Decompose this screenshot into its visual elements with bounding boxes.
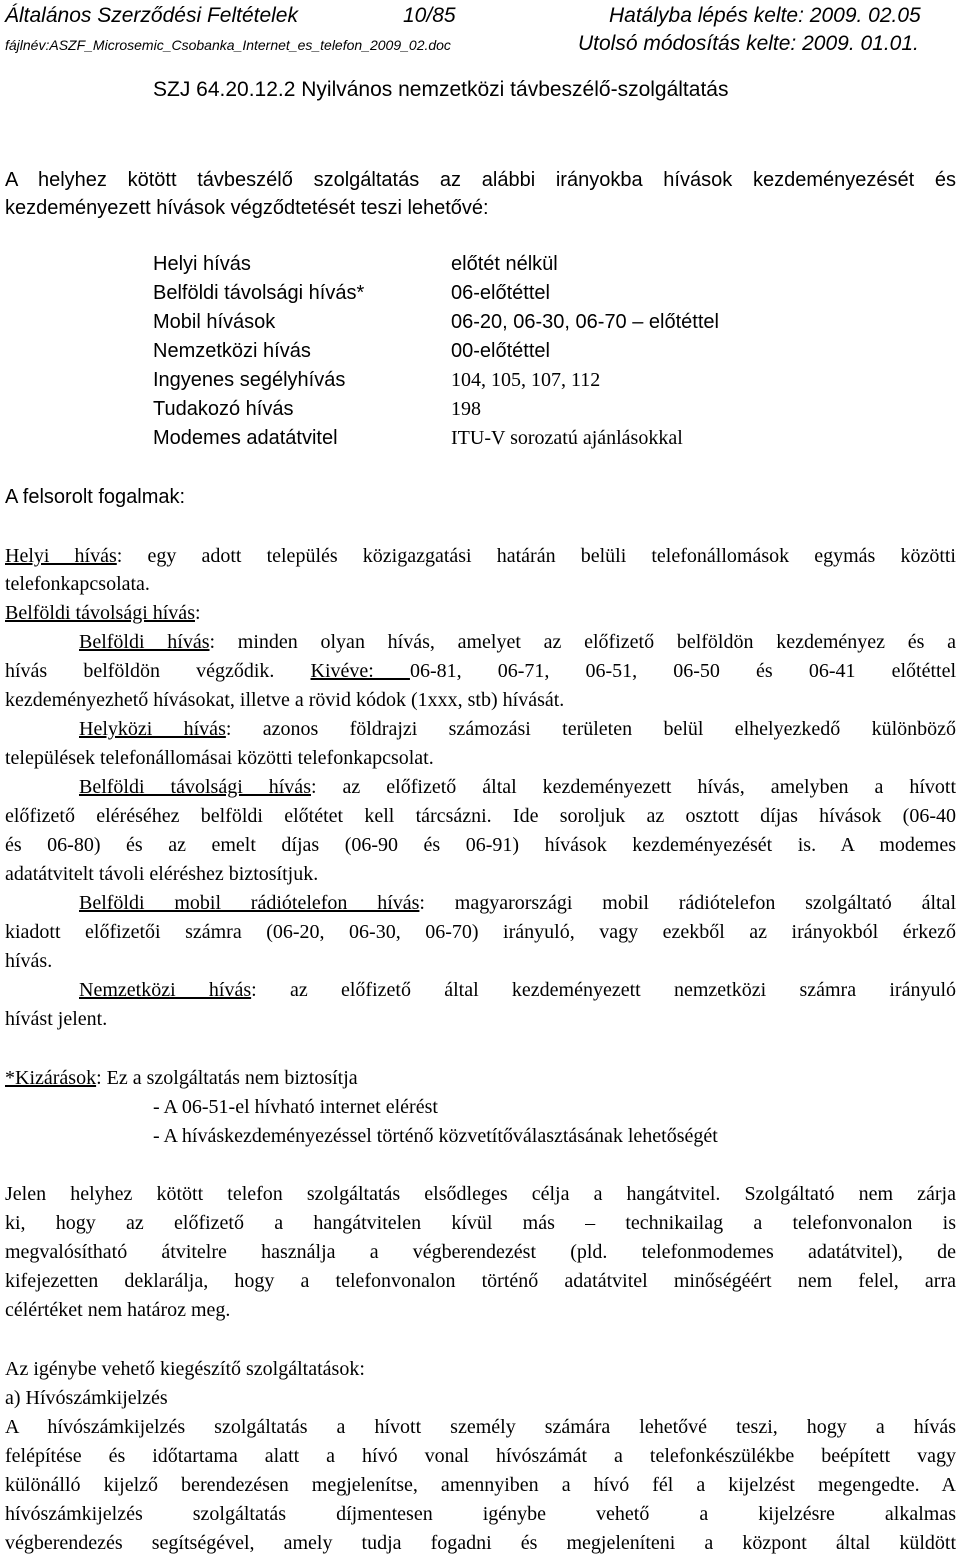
def-btav-line-1: Belföldi távolsági hívás: az előfizető által kezdeményezett hívás, amelyben a hívott	[79, 776, 956, 798]
call-type-value: 06-előtéttel	[451, 282, 550, 304]
supplementary-line-4: hívószámkijelzés szolgáltatás díjmentesen igénybe vehető a kijelzésre alkalmas	[5, 1503, 956, 1525]
term-mobil: Belföldi mobil rádiótelefon hívás	[79, 892, 420, 914]
call-type-name: Nemzetközi hívás	[153, 340, 311, 362]
call-type-name: Helyi hívás	[153, 253, 251, 275]
def-btav-line-4: adatátvitelt távoli eléréshez biztosítjuk.	[5, 863, 319, 885]
purpose-line-3: megvalósítható átvitelre használja a végberendezést (pld. telefonmodemes adatátvitel), de	[5, 1241, 956, 1263]
call-type-name: Ingyenes segélyhívás	[153, 369, 346, 391]
def-belfoldi-tav-heading: Belföldi távolsági hívás:	[5, 602, 201, 624]
supplementary-line-2: felépítése és időtartama alatt a hívó vonal hívószámát a telefonkészülékbe beépített vagy	[5, 1445, 956, 1467]
call-type-value: 06-20, 06-30, 06-70 – előtéttel	[451, 311, 719, 333]
term-kiveve: Kivéve:	[310, 660, 410, 682]
def-belfoldi-line-3: kezdeményezhető hívásokat, illetve a rövid kódok (1xxx, stb) hívását.	[5, 689, 565, 711]
file-name: fájlnév:ASZF_Microsemic_Csobanka_Internet_es_telefon_2009_02.doc	[5, 37, 451, 53]
def-helyi-line-2: telefonkapcsolata.	[5, 573, 150, 595]
supplementary-title: Az igénybe vehető kiegészítő szolgáltatások:	[5, 1358, 365, 1380]
section-title: SZJ 64.20.12.2 Nyilvános nemzetközi távbeszélő-szolgáltatás	[153, 78, 729, 101]
def-nemz-line-1: Nemzetközi hívás: az előfizető által kezdeményezett nemzetközi számra irányuló	[79, 979, 956, 1001]
term-belfoldi-tavolsagi: Belföldi távolsági hívás	[5, 602, 195, 624]
def-mobil-line-3: hívás.	[5, 950, 53, 972]
term-nemzetkozi: Nemzetközi hívás	[79, 979, 252, 1001]
term-helykozi: Helyközi hívás	[79, 718, 226, 740]
call-type-value: ITU-V sorozatú ajánlásokkal	[451, 427, 683, 449]
exclusion-item: - A 06-51-el hívható internet elérést	[153, 1096, 438, 1118]
def-btav-line-3: és 06-80) és az emelt díjas (06-90 és 06-91) hívások kezdeményezését is. A modemes	[5, 834, 956, 856]
def-mobil-line-2: kiadott előfizetői számra (06-20, 06-30, 06-70) irányuló, vagy ezekből az irányokból érkező	[5, 921, 956, 943]
doc-title: Általános Szerződési Feltételek	[5, 4, 298, 27]
call-type-value: 104, 105, 107, 112	[451, 369, 601, 391]
def-mobil-line-1: Belföldi mobil rádiótelefon hívás: magyarországi mobil rádiótelefon szolgáltató által	[79, 892, 956, 914]
term-belfoldi-hivas: Belföldi hívás	[79, 631, 210, 653]
exclusions-heading: *Kizárások: Ez a szolgáltatás nem biztosítja	[5, 1067, 358, 1089]
def-nemz-line-2: hívást jelent.	[5, 1008, 108, 1030]
concepts-label: A felsorolt fogalmak:	[5, 486, 186, 508]
supplementary-a-title: a) Hívószámkijelzés	[5, 1387, 168, 1409]
call-type-name: Tudakozó hívás	[153, 398, 294, 420]
supplementary-line-1: A hívószámkijelzés szolgáltatás a hívott személy számára lehetővé teszi, hogy a hívás	[5, 1416, 956, 1438]
def-helykozi-line-1: Helyközi hívás: azonos földrajzi számozási területen belül elhelyezkedő különböző	[79, 718, 956, 740]
call-type-name: Belföldi távolsági hívás*	[153, 282, 365, 304]
supplementary-line-5: végberendezés segítségével, amely tudja fogadni és megjeleníteni a központ által küldött	[5, 1532, 956, 1554]
modified-date: Utolsó módosítás kelte: 2009. 01.01.	[578, 32, 919, 55]
call-type-value: 00-előtéttel	[451, 340, 550, 362]
def-helyi-line-1: Helyi hívás: egy adott település közigazgatási határán belüli telefonállomások egymás közötti	[5, 545, 956, 567]
purpose-line-1: Jelen helyhez kötött telefon szolgáltatás elsődleges célja a hangátvitel. Szolgáltató nem zárja	[5, 1183, 956, 1205]
def-helykozi-line-2: települések telefonállomásai közötti telefonkapcsolat.	[5, 747, 434, 769]
def-btav-line-2: előfizető eléréséhez belföldi előtétet kell tárcsázni. Ide soroljuk az osztott díjas hívások (06-40	[5, 805, 956, 827]
term-btav: Belföldi távolsági hívás	[79, 776, 311, 798]
intro-line-2: kezdeményezett hívások végződtetését teszi lehetővé:	[5, 197, 489, 219]
intro-line-1: A helyhez kötött távbeszélő szolgáltatás az alábbi irányokba hívások kezdeményezését és	[5, 169, 956, 191]
def-belfoldi-line-2: hívás belföldön végződik. Kivéve: 06-81, 06-71, 06-51, 06-50 és 06-41 előtéttel	[5, 660, 956, 682]
call-type-value: előtét nélkül	[451, 253, 558, 275]
def-belfoldi-line-1: Belföldi hívás: minden olyan hívás, amelyet az előfizető belföldön kezdeményez és a	[79, 631, 956, 653]
exclusion-item: - A híváskezdeményezéssel történő közvetítőválasztásának lehetőségét	[153, 1125, 718, 1147]
term-kizarasok: *Kizárások	[5, 1067, 97, 1089]
call-type-value: 198	[451, 398, 481, 420]
term-helyi-hivas: Helyi hívás	[5, 545, 117, 567]
page-number: 10/85	[403, 4, 456, 27]
call-type-name: Mobil hívások	[153, 311, 276, 333]
supplementary-line-3: különálló kijelző berendezésen megjelenítse, amennyiben a hívó fél a kijelzést megengedte. A	[5, 1474, 956, 1496]
call-type-name: Modemes adatátvitel	[153, 427, 338, 449]
purpose-line-5: célértéket nem határoz meg.	[5, 1299, 231, 1321]
purpose-line-2: ki, hogy az előfizető a hangátvitelen kívül más – technikailag a telefonvonalon is	[5, 1212, 956, 1234]
effective-date: Hatályba lépés kelte: 2009. 02.05	[609, 4, 921, 27]
purpose-line-4: kifejezetten deklarálja, hogy a telefonvonalon történő adatátvitel minőségéért nem felel, arra	[5, 1270, 956, 1292]
